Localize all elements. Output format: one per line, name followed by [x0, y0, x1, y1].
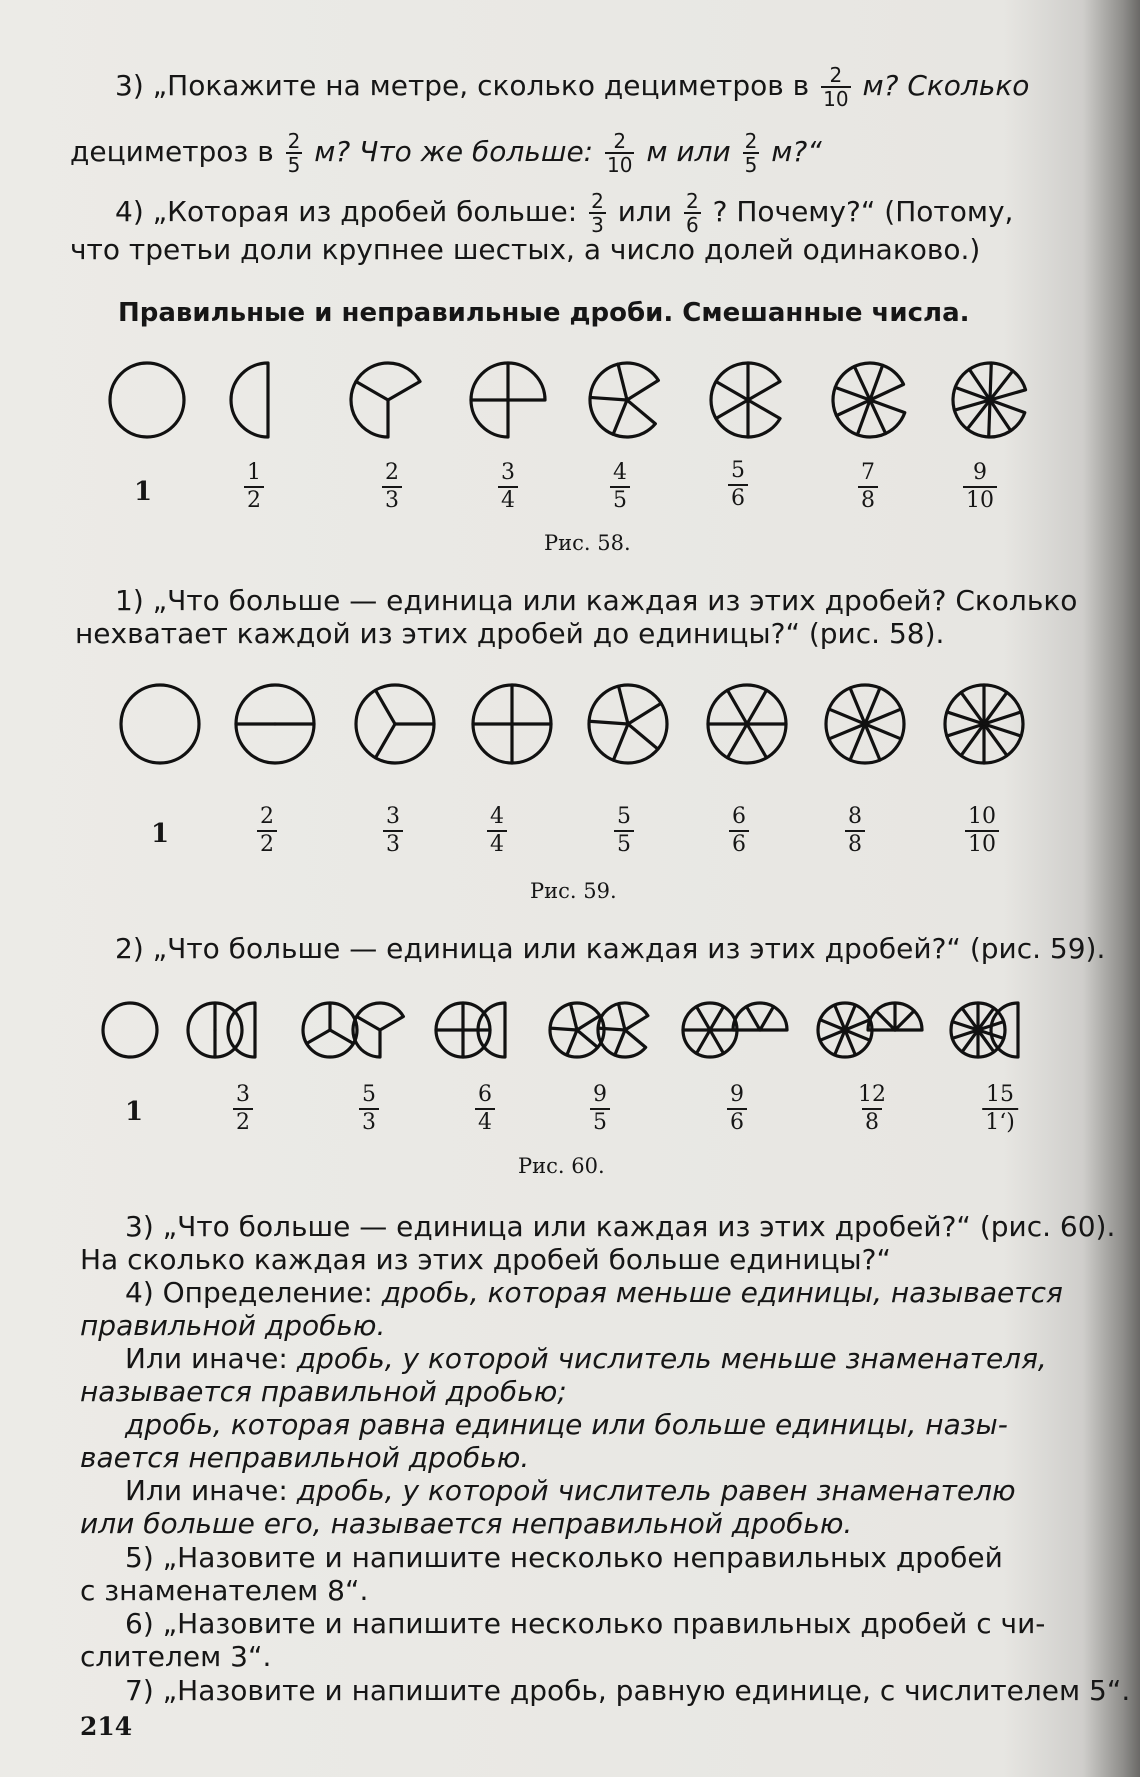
sector-division	[613, 400, 627, 434]
q3-intro-line2: дециметроз в $\frac{2}{5}$ м? Что же больше: $\frac{2}{10}$ м или $\frac{2}{5}$ м?“	[70, 129, 822, 177]
figure-60-fraction-label: $\frac{3}{2}$	[233, 1082, 253, 1136]
page-number: 214	[80, 1712, 133, 1741]
q3-line2: На сколько каждая из этих дробей больше единицы?“	[80, 1243, 892, 1276]
circle-division	[628, 703, 661, 724]
figure-60-label-1: 1	[124, 1097, 144, 1127]
alt2-line1: Или иначе: дробь, у которой числитель равен знаменателю	[125, 1474, 1016, 1507]
whole-circle-2-parts	[236, 685, 314, 763]
three-quarters	[471, 363, 545, 437]
whole-circle-4-parts	[473, 685, 551, 763]
q6-line1: 6) „Назовите и напишите несколько правильных дробей с чи-	[125, 1607, 1046, 1640]
q5-line1: 5) „Назовите и напишите несколько неправильных дробей	[125, 1541, 1003, 1574]
figure-58-fraction-label: $\frac{4}{5}$	[610, 460, 630, 514]
sector-division	[598, 1028, 625, 1030]
circle-division	[728, 724, 748, 758]
figure-58-fraction-label: $\frac{9}{10}$	[963, 460, 997, 514]
figure-60-fraction-label: $\frac{9}{5}$	[590, 1082, 610, 1136]
fraction: $\frac{2}{5}$	[744, 129, 758, 177]
whole-fifths	[550, 1003, 604, 1057]
sector-division	[876, 1011, 895, 1030]
sector-division	[747, 1007, 761, 1030]
improper-line2: вается неправильной дробью.	[80, 1441, 530, 1474]
sector-division	[716, 400, 748, 419]
circle-division	[567, 1030, 577, 1055]
q3-line1: 3) „Что больше — единица или каждая из этих дробей?“ (рис. 60).	[125, 1210, 1116, 1243]
extra-four-fifths	[598, 1003, 648, 1057]
figure-59-label-1: 1	[150, 819, 170, 849]
extra-three-sixths	[733, 1003, 787, 1030]
q2-line: 2) „Что больше — единица или каждая из этих дробей?“ (рис. 59).	[115, 932, 1106, 965]
improper-line1: дробь, которая равна единице или больше единицы, назы-	[125, 1408, 1008, 1441]
q4-intro-line1: 4) „Которая из дробей больше: $\frac{2}{3}$ или $\frac{2}{6}$ ? Почему?“ (Потому,	[115, 189, 1014, 237]
figure-58-fraction-label: $\frac{7}{8}$	[858, 460, 878, 514]
q6-line2: слителем 3“.	[80, 1640, 272, 1673]
alt1-line1: Или иначе: дробь, у которой числитель меньше знаменателя,	[125, 1342, 1047, 1375]
figure-58-fraction-label: $\frac{2}{3}$	[382, 460, 402, 514]
sector-division	[615, 1030, 625, 1055]
whole-circle-5-parts	[589, 685, 667, 763]
extra-two-thirds	[353, 1003, 403, 1057]
fraction: $\frac{2}{5}$	[287, 129, 301, 177]
figure-58-label-1: 1	[133, 477, 153, 507]
figure-59-fraction-label: $\frac{8}{8}$	[845, 804, 865, 858]
figure-59-fraction-label: $\frac{6}{6}$	[729, 804, 749, 858]
sector-division	[618, 1004, 625, 1030]
section-heading: Правильные и неправильные дроби. Смешанные числа.	[118, 298, 970, 328]
figure-59-fraction-label: $\frac{5}{5}$	[614, 804, 634, 858]
figure-60-drawing	[0, 1000, 1140, 1080]
whole-sixths	[683, 1003, 737, 1057]
whole-circle-8-parts	[826, 685, 904, 763]
sector-division	[716, 382, 748, 401]
circle-division	[728, 690, 748, 724]
circle-division	[619, 686, 628, 724]
circle-outline	[110, 363, 184, 437]
circle-outline	[121, 685, 199, 763]
five-sixths	[711, 363, 780, 437]
four-fifths	[590, 363, 658, 437]
fraction: $\frac{2}{10}$	[823, 63, 849, 111]
whole-thirds	[303, 1003, 357, 1057]
circle-division	[710, 1030, 724, 1053]
sector-division	[989, 400, 990, 437]
q4-intro-line2: что третьи доли крупнее шестых, а число долей одинаково.)	[70, 233, 981, 266]
figure-59-caption: Рис. 59.	[530, 879, 617, 903]
sector-division	[357, 1017, 380, 1031]
figure-58-fraction-label: $\frac{1}{2}$	[244, 460, 264, 514]
q7-line: 7) „Назовите и напишите дробь, равную единице, с числителем 5“.	[125, 1674, 1131, 1707]
circle-outline	[103, 1003, 157, 1057]
alt1-line2: называется правильной дробью;	[80, 1375, 567, 1408]
whole-circle	[103, 1003, 157, 1057]
circle-division	[628, 724, 658, 749]
circle-division	[570, 1004, 577, 1030]
sector-division	[760, 1007, 774, 1030]
whole-circle-10-parts	[945, 685, 1023, 763]
circle-division	[747, 690, 767, 724]
circle-division	[747, 724, 767, 758]
circle-division	[577, 1030, 598, 1047]
seven-eighths	[833, 363, 905, 437]
whole-quarters	[436, 1003, 490, 1057]
q1-line2: нехватает каждой из этих дробей до единицы?“ (рис. 58).	[75, 617, 945, 650]
half-circle	[231, 363, 268, 437]
q5-line2: с знаменателем 8“.	[80, 1574, 369, 1607]
circle-division	[613, 724, 628, 760]
circle-division	[697, 1030, 711, 1053]
whole-circle-3-parts	[356, 685, 434, 763]
figure-58-caption: Рис. 58.	[544, 531, 631, 555]
figure-60-fraction-label: $\frac{15}{1‘)}$	[982, 1082, 1018, 1136]
q3-intro-line1: 3) „Покажите на метре, сколько дециметров в $\frac{2}{10}$ м? Сколько	[115, 63, 1030, 111]
figure-59-fraction-label: $\frac{2}{2}$	[257, 804, 277, 858]
figure-59-fraction-label: $\frac{10}{10}$	[965, 804, 999, 858]
circle-division	[589, 721, 628, 724]
figure-59-drawing	[0, 677, 1140, 777]
extra-four-eighths	[868, 1003, 922, 1030]
figure-60-caption: Рис. 60.	[518, 1154, 605, 1178]
sector-division	[895, 1011, 914, 1030]
figure-58-fraction-label: $\frac{3}{4}$	[498, 460, 518, 514]
circle-division	[330, 1030, 353, 1044]
definition-line1: 4) Определение: дробь, которая меньше единицы, называется	[125, 1276, 1063, 1309]
circle-division	[697, 1007, 711, 1030]
figure-60-fraction-label: $\frac{5}{3}$	[359, 1082, 379, 1136]
circle-division	[376, 724, 396, 758]
figure-58-fraction-label: $\frac{5}{6}$	[728, 458, 748, 512]
definition-line2: правильной дробью.	[80, 1309, 386, 1342]
sector-division	[618, 364, 627, 400]
sector-outline	[733, 1003, 787, 1030]
figure-59-fraction-label: $\frac{3}{3}$	[383, 804, 403, 858]
fraction: $\frac{2}{10}$	[607, 129, 633, 177]
alt2-line2: или больше его, называется неправильной дробью.	[80, 1507, 853, 1540]
sector-division	[590, 397, 627, 400]
two-thirds	[351, 363, 420, 437]
whole-circle-1-parts	[121, 685, 199, 763]
nine-tenths	[953, 363, 1026, 437]
figure-59-fraction-label: $\frac{4}{4}$	[487, 804, 507, 858]
whole-eighths	[818, 1003, 872, 1057]
q1-line1: 1) „Что больше — единица или каждая из этих дробей? Сколько	[115, 584, 1078, 617]
circle-division	[376, 690, 396, 724]
circle-division	[577, 1016, 600, 1030]
circle-division	[307, 1030, 330, 1044]
figure-60-fraction-label: $\frac{12}{8}$	[858, 1082, 886, 1135]
circle-division	[710, 1007, 724, 1030]
sector-division	[356, 382, 388, 401]
fraction: $\frac{2}{3}$	[591, 189, 604, 237]
circle-division	[550, 1028, 577, 1030]
whole-circle-6-parts	[708, 685, 786, 763]
figure-60-fraction-label: $\frac{6}{4}$	[475, 1082, 495, 1136]
figure-58-drawing	[0, 355, 1140, 455]
whole-circle	[110, 363, 184, 437]
sector-division	[990, 363, 991, 400]
fraction: $\frac{2}{6}$	[685, 189, 699, 237]
figure-60-fraction-label: $\frac{9}{6}$	[727, 1082, 747, 1136]
